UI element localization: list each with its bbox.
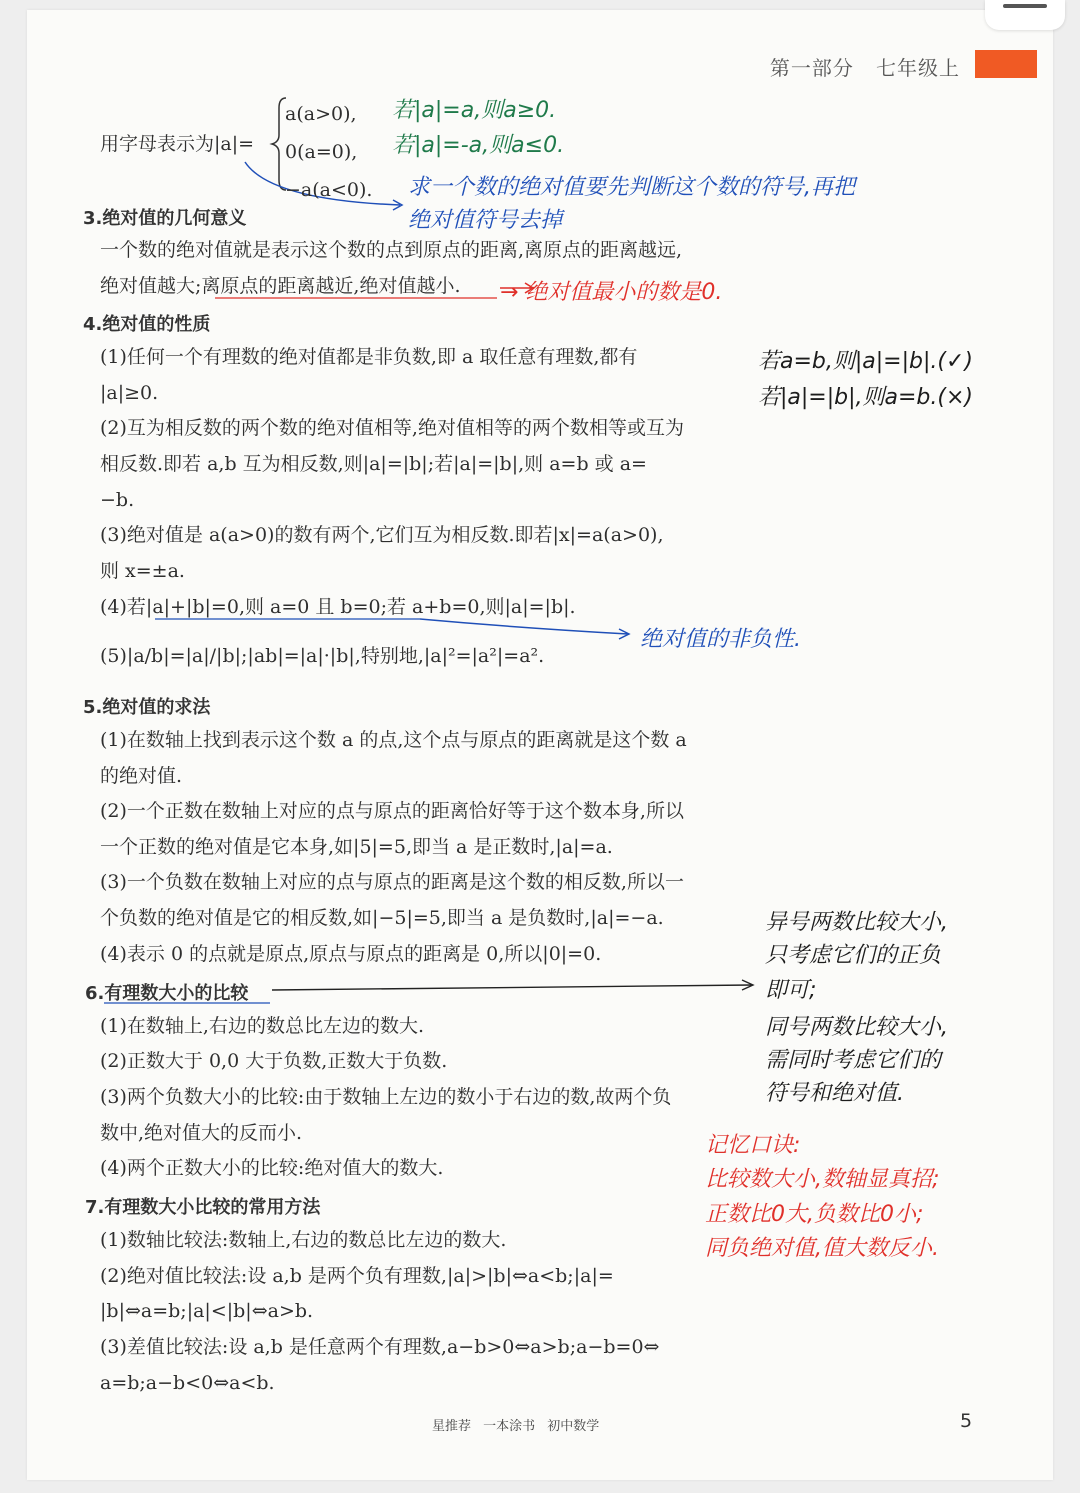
s6-3a: (3)两个负数大小的比较:由于数轴上左边的数小于右边的数,故两个负 bbox=[100, 1086, 672, 1108]
s4-3a: (3)绝对值是 a(a>0)的数有两个,它们互为相反数.即若|x|=a(a>0), bbox=[100, 524, 664, 546]
s4-2a: (2)互为相反数的两个数的绝对值相等,绝对值相等的两个数相等或互为 bbox=[100, 417, 684, 439]
note-compare-1: 异号两数比较大小, bbox=[765, 910, 948, 935]
s5-4: (4)表示 0 的点就是原点,原点与原点的距离是 0,所以|0|=0. bbox=[100, 943, 602, 965]
section-7-title: 7.有理数大小比较的常用方法 bbox=[85, 1197, 321, 1218]
section-4-title: 4.绝对值的性质 bbox=[83, 314, 211, 335]
s3-line-1: 一个数的绝对值就是表示这个数的点到原点的距离,离原点的距离越远, bbox=[100, 239, 683, 261]
s4-3b: 则 x=±a. bbox=[100, 560, 185, 582]
note-rhyme-2: 比较数大小,数轴显真招; bbox=[705, 1167, 940, 1192]
s5-3b: 个负数的绝对值是它的相反数,如|−5|=5,即当 a 是负数时,|a|=−a. bbox=[100, 907, 664, 929]
s7-2b: |b|⇔a=b;|a|<|b|⇔a>b. bbox=[100, 1300, 314, 1322]
note-red-min: → 绝对值最小的数是0. bbox=[500, 280, 723, 305]
s6-2: (2)正数大于 0,0 大于负数,正数大于负数. bbox=[100, 1050, 448, 1072]
s7-3b: a=b;a−b<0⇔a<b. bbox=[100, 1372, 275, 1394]
s4-4: (4)若|a|+|b|=0,则 a=0 且 b=0;若 a+b=0,则|a|=|b|. bbox=[100, 596, 576, 618]
case-zero: 0(a=0), bbox=[285, 141, 358, 163]
s7-2a: (2)绝对值比较法:设 a,b 是两个负有理数,|a|>|b|⇔a<b;|a|= bbox=[100, 1265, 614, 1287]
case-positive: a(a>0), bbox=[285, 103, 357, 125]
s3-line-2: 绝对值越大;离原点的距离越近,绝对值越小. bbox=[100, 275, 461, 297]
s6-4: (4)两个正数大小的比较:绝对值大的数大. bbox=[100, 1157, 444, 1179]
note-blue-1: 求一个数的绝对值要先判断这个数的符号,再把 bbox=[408, 175, 855, 200]
note-black-2: 若|a|=|b|,则a=b.(×) bbox=[758, 385, 973, 410]
note-compare-2: 只考虑它们的正负 bbox=[765, 943, 942, 968]
note-compare-4: 同号两数比较大小, bbox=[765, 1015, 948, 1040]
header-section: 第一部分 bbox=[769, 56, 854, 80]
header-grade: 七年级上 bbox=[876, 56, 960, 80]
s6-1: (1)在数轴上,右边的数总比左边的数大. bbox=[100, 1015, 424, 1037]
s7-3a: (3)差值比较法:设 a,b 是任意两个有理数,a−b>0⇔a>b;a−b=0⇔ bbox=[100, 1336, 660, 1358]
s4-5: (5)|a/b|=|a|/|b|;|ab|=|a|·|b|,特别地,|a|²=|a²|=a². bbox=[100, 645, 545, 667]
s4-1b: |a|≥0. bbox=[100, 382, 159, 404]
page-number: 5 bbox=[960, 1410, 973, 1432]
note-green-2: 若|a|=-a,则a≤0. bbox=[392, 133, 565, 158]
note-rhyme-4: 同负绝对值,值大数反小. bbox=[705, 1236, 939, 1261]
note-rhyme-3: 正数比0大,负数比0小; bbox=[705, 1202, 924, 1227]
s7-1: (1)数轴比较法:数轴上,右边的数总比左边的数大. bbox=[100, 1229, 507, 1251]
section-3-title: 3.绝对值的几何意义 bbox=[83, 208, 247, 229]
s4-2c: −b. bbox=[100, 489, 135, 511]
definition-cases bbox=[285, 95, 372, 209]
s5-1b: 的绝对值. bbox=[100, 765, 183, 787]
note-blue-2: 绝对值符号去掉 bbox=[408, 208, 563, 233]
section-5-title: 5.绝对值的求法 bbox=[83, 697, 211, 718]
s6-3b: 数中,绝对值大的反而小. bbox=[100, 1122, 303, 1144]
s5-2a: (2)一个正数在数轴上对应的点与原点的距离恰好等于这个数本身,所以 bbox=[100, 800, 684, 822]
s4-1a: (1)任何一个有理数的绝对值都是非负数,即 a 取任意有理数,都有 bbox=[100, 346, 638, 368]
note-rhyme-1: 记忆口诀: bbox=[705, 1133, 801, 1158]
page-footer: 星推荐 一本涂书 初中数学 bbox=[432, 1419, 600, 1434]
s5-3a: (3)一个负数在数轴上对应的点与原点的距离是这个数的相反数,所以一 bbox=[100, 871, 684, 893]
note-compare-5: 需同时考虑它们的 bbox=[765, 1048, 942, 1073]
definition-prefix: 用字母表示为|a|= bbox=[100, 133, 255, 155]
note-compare-3: 即可; bbox=[765, 978, 817, 1003]
note-black-1: 若a=b,则|a|=|b|.(✓) bbox=[758, 349, 973, 374]
s5-2b: 一个正数的绝对值是它本身,如|5|=5,即当 a 是正数时,|a|=a. bbox=[100, 836, 613, 858]
note-green-1: 若|a|=a,则a≥0. bbox=[392, 98, 557, 123]
s4-2b: 相反数.即若 a,b 互为相反数,则|a|=|b|;若|a|=|b|,则 a=b 或 a= bbox=[100, 453, 647, 475]
case-negative: −a(a<0). bbox=[285, 179, 373, 201]
note-blue-nonneg: 绝对值的非负性. bbox=[640, 627, 801, 652]
section-6-title: 6.有理数大小的比较 bbox=[85, 983, 249, 1004]
s5-1a: (1)在数轴上找到表示这个数 a 的点,这个点与原点的距离就是这个数 a bbox=[100, 729, 687, 751]
note-compare-6: 符号和绝对值. bbox=[765, 1081, 904, 1106]
